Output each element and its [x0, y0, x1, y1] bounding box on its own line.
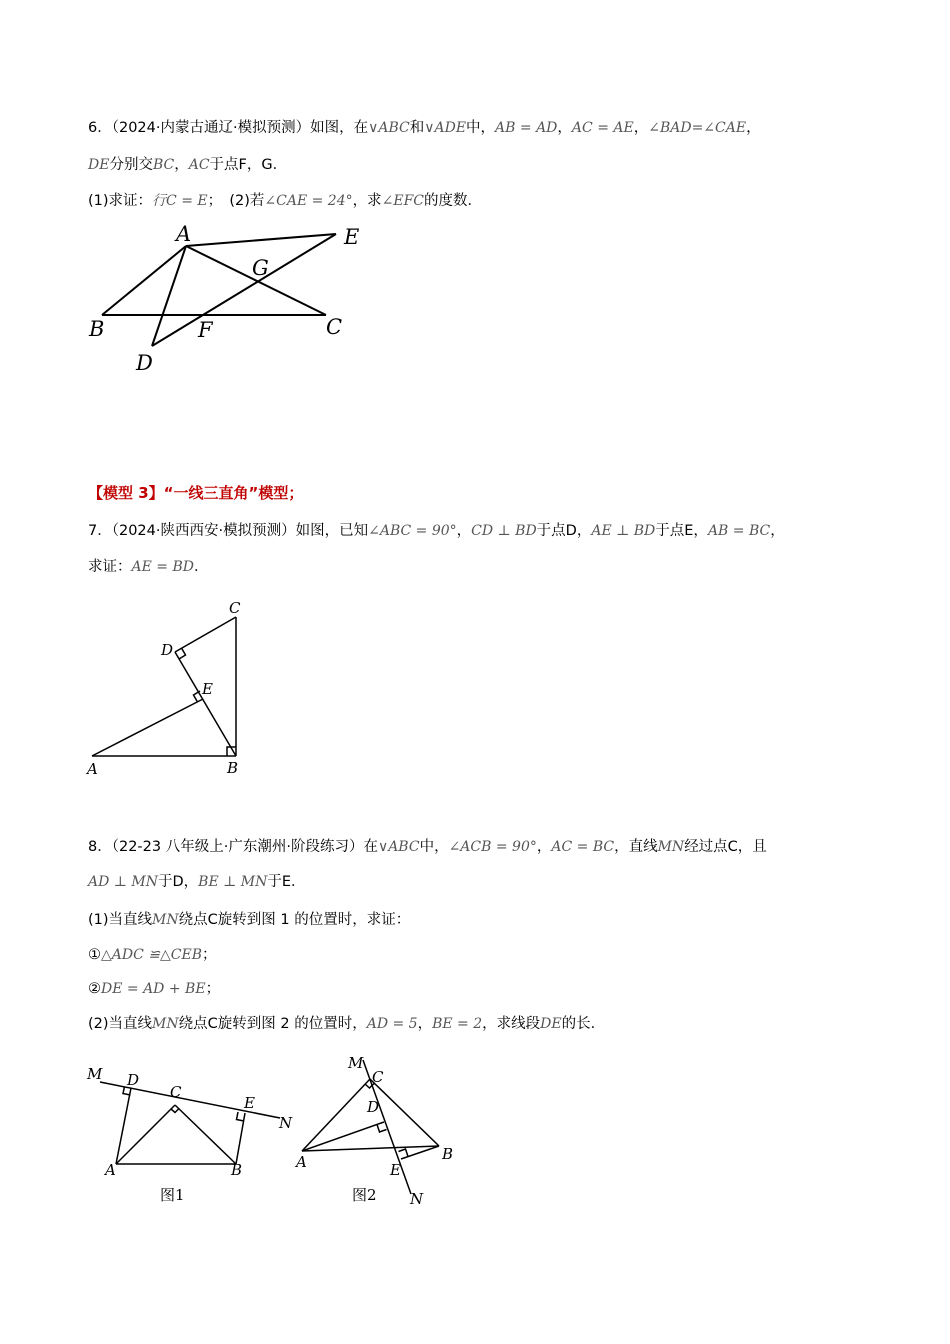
fig2-label-c: C: [372, 1068, 384, 1086]
q8-text: 经过点C，且: [684, 839, 767, 855]
fig1-label-e: E: [244, 1094, 255, 1112]
q7-eq-abc: ∠ABC = 90°: [368, 523, 457, 539]
q6-ac: AC: [188, 157, 210, 173]
q6-line3: [88, 191, 482, 211]
q6-eq-ac-ae: AC = AE: [571, 120, 634, 136]
q6-source: （2024·内蒙古通辽·模拟预测）如图，在: [111, 120, 369, 136]
q8-tri-abc: ∨ABC: [377, 839, 420, 855]
fig1-label-d: D: [127, 1071, 140, 1089]
q6-seg-ae: [186, 234, 336, 246]
q8-line3: [88, 910, 410, 930]
q7-comma: ，: [456, 523, 472, 539]
q8-comma: ，: [536, 839, 552, 855]
q6-zhong: 中，: [466, 120, 496, 136]
q6-comma: ，: [633, 120, 649, 136]
fig1-right-angle-e: [237, 1112, 245, 1121]
q6-label-g: G: [252, 256, 269, 280]
q6-comma: ，: [174, 157, 189, 173]
q6-line1: [88, 118, 761, 138]
q7-ae-perp-bd: AE ⊥ BD: [591, 523, 656, 539]
q8-comma: ，: [417, 1016, 433, 1032]
q6-eq-angles: ∠BAD=∠CAE: [648, 120, 747, 136]
q8-eq-de: DE = AD + BE: [101, 981, 206, 997]
q8-mn: MN: [152, 912, 179, 928]
fig2-caption: 图2: [352, 1186, 377, 1204]
q8-end: ；: [205, 981, 221, 997]
fig1-label-a: A: [105, 1161, 116, 1179]
q6-label-d: D: [136, 351, 153, 375]
q7-text: 于点D，: [536, 523, 592, 539]
fig1-seg-cb: [175, 1105, 236, 1164]
fig1-label-b: B: [231, 1161, 243, 1179]
q8-text: 中，: [419, 839, 449, 855]
q8-text: 于E．: [267, 874, 306, 890]
q6-eq-c-e: 行C = E: [152, 193, 208, 209]
fig1-label-n: N: [279, 1114, 293, 1132]
q7-end: ．: [193, 559, 209, 575]
q7-text: 于点E，: [655, 523, 708, 539]
q7-eq-ab-bc: AB = BC: [707, 523, 771, 539]
q6-text: 分别交: [109, 157, 153, 173]
q8-ad-perp-mn: AD ⊥ MN: [88, 874, 158, 890]
q8-text: 的长．: [561, 1016, 606, 1032]
fig1-seg-ac: [116, 1105, 175, 1164]
q8-part1: (1)当直线: [88, 912, 153, 928]
q7-label-c: C: [229, 599, 241, 617]
q7-source: （2024·陕西西安·模拟预测）如图，已知: [111, 523, 369, 539]
q8-text: 于D，: [158, 874, 199, 890]
q8-de: DE: [540, 1016, 562, 1032]
fig2-seg-cb: [370, 1079, 439, 1146]
q6-text: 于点F，G．: [209, 157, 288, 173]
q6-label-f: F: [198, 318, 213, 342]
q8-text: 绕点C旋转到图 2 的位置时，: [178, 1016, 367, 1032]
q8-line5: [88, 979, 220, 999]
q6-comma: ，: [557, 120, 572, 136]
q7-label-a: A: [87, 760, 98, 778]
q6-sep: ； (2)若: [207, 193, 265, 209]
q7-number: 7．: [88, 523, 112, 539]
q8-item-1: ①: [88, 947, 101, 963]
q6-part1: (1)求证：: [88, 193, 153, 209]
q8-text: ，直线: [614, 839, 658, 855]
q6-eq-ab-ad: AB = AD: [495, 120, 558, 136]
q6-eq-cae: ∠CAE = 24°: [264, 193, 353, 209]
fig2-seg-ad: [302, 1122, 384, 1151]
q7-seg-db: [175, 652, 236, 756]
q8-line4: [88, 945, 216, 965]
fig1-caption: 图1: [160, 1186, 185, 1204]
q8-ad-5: AD = 5: [366, 1016, 418, 1032]
q8-eq-ac-bc: AC = BC: [551, 839, 615, 855]
q6-figure: [80, 218, 380, 378]
q6-line2: [88, 155, 287, 175]
fig2-right-angle-e: [399, 1149, 409, 1157]
q8-end: ；: [201, 947, 217, 963]
q7-line2: [88, 557, 208, 577]
q6-label-b: B: [89, 317, 105, 341]
q8-line2: [88, 872, 306, 892]
q6-label-c: C: [326, 315, 343, 339]
fig2-label-n: N: [410, 1190, 424, 1208]
q6-comma: ，: [746, 120, 761, 136]
q8-source: （22-23 八年级上·广东潮州·阶段练习）在: [111, 839, 378, 855]
q8-text: ，求线段: [482, 1016, 541, 1032]
q8-congruent: △ADC ≌△CEB: [101, 947, 202, 963]
q8-eq-acb: ∠ACB = 90°: [448, 839, 537, 855]
fig2-right-angle-d: [377, 1125, 387, 1133]
q8-be-2: BE = 2: [432, 1016, 483, 1032]
fig1-label-c: C: [170, 1083, 182, 1101]
q7-figure: [80, 595, 280, 780]
q8-line1: [88, 837, 767, 857]
q6-bc: BC: [152, 157, 175, 173]
q8-figure-2: [290, 1050, 470, 1210]
q6-efc: ∠EFC: [381, 193, 425, 209]
q7-seg-cd: [175, 617, 236, 652]
fig2-label-e: E: [390, 1161, 401, 1179]
q8-be-perp-mn: BE ⊥ MN: [198, 874, 268, 890]
q7-prove: 求证：: [88, 559, 132, 575]
fig2-seg-ac: [302, 1079, 370, 1151]
fig2-label-d: D: [367, 1098, 380, 1116]
q8-item-2: ②: [88, 981, 101, 997]
q6-number: 6．: [88, 120, 112, 136]
q8-mn: MN: [657, 839, 685, 855]
fig2-label-b: B: [442, 1145, 454, 1163]
q7-label-e: E: [202, 680, 213, 698]
q6-text: ，求: [352, 193, 382, 209]
q7-label-d: D: [161, 641, 174, 659]
q8-number: 8．: [88, 839, 112, 855]
q7-comma: ，: [770, 523, 785, 539]
q7-label-b: B: [227, 759, 239, 777]
fig2-label-m: M: [348, 1054, 364, 1072]
q6-label-a: A: [176, 222, 192, 246]
fig2-label-a: A: [296, 1153, 307, 1171]
q6-de: DE: [88, 157, 110, 173]
q8-part2: (2)当直线: [88, 1016, 153, 1032]
fig1-seg-ad: [116, 1088, 131, 1164]
fig1-right-angle-c: [171, 1109, 179, 1113]
fig2-seg-ab: [302, 1146, 439, 1151]
q7-eq-ae-bd: AE = BD: [131, 559, 194, 575]
section-heading: 【模型 3】“一线三直角”模型；: [88, 484, 304, 502]
q6-label-e: E: [344, 225, 360, 249]
q6-text: 的度数．: [424, 193, 483, 209]
q6-tri-ade: ∨ADE: [424, 120, 467, 136]
fig1-label-m: M: [87, 1065, 103, 1083]
q8-text: 绕点C旋转到图 1 的位置时，求证：: [178, 912, 411, 928]
q8-mn: MN: [152, 1016, 179, 1032]
q8-line6: [88, 1014, 605, 1034]
q7-cd-perp-bd: CD ⊥ BD: [471, 523, 537, 539]
q6-tri-abc: ∨ABC: [368, 120, 410, 136]
q6-and: 和: [409, 120, 425, 136]
q7-line1: [88, 521, 785, 541]
q7-seg-ae: [92, 699, 203, 756]
q8-figure-1: [80, 1062, 300, 1212]
